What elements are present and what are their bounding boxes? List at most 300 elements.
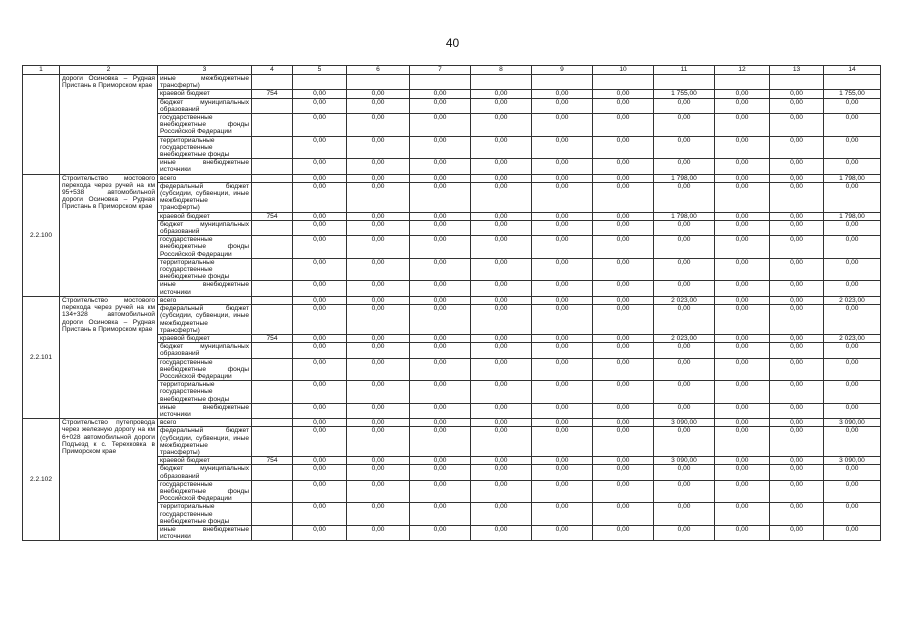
column-number: 11 xyxy=(654,66,715,75)
value-cell: 0,00 xyxy=(770,212,824,220)
budget-code: 754 xyxy=(252,457,293,465)
value-cell: 0,00 xyxy=(293,305,347,335)
value-cell: 0,00 xyxy=(410,296,471,304)
value-cell: 0,00 xyxy=(293,343,347,358)
value-cell: 0,00 xyxy=(824,343,881,358)
value-cell xyxy=(824,75,881,90)
value-cell: 0,00 xyxy=(593,419,654,427)
value-cell: 0,00 xyxy=(715,182,770,212)
value-cell: 0,00 xyxy=(593,525,654,540)
value-cell: 0,00 xyxy=(410,114,471,137)
value-cell: 0,00 xyxy=(293,334,347,342)
column-number: 12 xyxy=(715,66,770,75)
value-cell: 0,00 xyxy=(770,182,824,212)
value-cell: 0,00 xyxy=(593,381,654,404)
funding-source: краевой бюджет xyxy=(158,90,252,98)
value-cell: 0,00 xyxy=(654,525,715,540)
value-cell: 0,00 xyxy=(293,480,347,503)
value-cell xyxy=(532,75,593,90)
value-cell: 0,00 xyxy=(715,212,770,220)
value-cell: 0,00 xyxy=(593,114,654,137)
value-cell: 2 023,00 xyxy=(824,334,881,342)
value-cell: 0,00 xyxy=(347,258,410,281)
value-cell: 0,00 xyxy=(715,236,770,259)
budget-code xyxy=(252,296,293,304)
value-cell: 0,00 xyxy=(532,281,593,296)
value-cell: 0,00 xyxy=(770,174,824,182)
value-cell: 0,00 xyxy=(715,305,770,335)
value-cell: 0,00 xyxy=(347,182,410,212)
budget-code xyxy=(252,525,293,540)
funding-source: территориальные государственные внебюджетные фонды xyxy=(158,258,252,281)
value-cell: 0,00 xyxy=(293,182,347,212)
value-cell: 0,00 xyxy=(410,281,471,296)
value-cell: 0,00 xyxy=(532,90,593,98)
value-cell: 0,00 xyxy=(410,419,471,427)
value-cell: 0,00 xyxy=(293,136,347,159)
budget-code xyxy=(252,220,293,235)
value-cell: 0,00 xyxy=(770,503,824,526)
value-cell: 0,00 xyxy=(654,381,715,404)
value-cell: 0,00 xyxy=(471,305,532,335)
value-cell: 0,00 xyxy=(532,525,593,540)
value-cell: 0,00 xyxy=(410,381,471,404)
value-cell xyxy=(593,75,654,90)
value-cell: 0,00 xyxy=(715,525,770,540)
budget-code xyxy=(252,98,293,113)
value-cell: 0,00 xyxy=(715,136,770,159)
page-number: 40 xyxy=(445,36,460,50)
value-cell: 0,00 xyxy=(347,212,410,220)
value-cell: 0,00 xyxy=(654,114,715,137)
value-cell: 0,00 xyxy=(593,212,654,220)
value-cell: 0,00 xyxy=(347,403,410,418)
value-cell: 0,00 xyxy=(770,480,824,503)
value-cell: 0,00 xyxy=(593,334,654,342)
column-number: 9 xyxy=(532,66,593,75)
budget-code xyxy=(252,236,293,259)
value-cell: 0,00 xyxy=(532,212,593,220)
budget-code xyxy=(252,480,293,503)
value-cell: 0,00 xyxy=(593,296,654,304)
value-cell: 0,00 xyxy=(824,258,881,281)
value-cell: 0,00 xyxy=(593,427,654,457)
budget-code xyxy=(252,358,293,381)
value-cell: 0,00 xyxy=(471,159,532,174)
funding-source: краевой бюджет xyxy=(158,334,252,342)
value-cell: 0,00 xyxy=(347,465,410,480)
value-cell: 0,00 xyxy=(824,403,881,418)
value-cell: 0,00 xyxy=(293,503,347,526)
budget-code xyxy=(252,403,293,418)
column-number: 10 xyxy=(593,66,654,75)
value-cell: 0,00 xyxy=(471,98,532,113)
value-cell: 0,00 xyxy=(471,343,532,358)
value-cell: 0,00 xyxy=(770,403,824,418)
value-cell: 0,00 xyxy=(532,236,593,259)
funding-source: иные внебюджетные источники xyxy=(158,159,252,174)
value-cell: 3 090,00 xyxy=(824,419,881,427)
value-cell: 0,00 xyxy=(471,525,532,540)
value-cell: 0,00 xyxy=(347,503,410,526)
value-cell: 0,00 xyxy=(471,334,532,342)
value-cell: 0,00 xyxy=(770,465,824,480)
value-cell: 2 023,00 xyxy=(654,334,715,342)
column-number: 3 xyxy=(158,66,252,75)
value-cell: 0,00 xyxy=(824,465,881,480)
budget-code xyxy=(252,465,293,480)
value-cell: 0,00 xyxy=(593,343,654,358)
value-cell: 0,00 xyxy=(824,381,881,404)
funding-source: федеральный бюджет (субсидии, субвенции, иные межбюджетные трансферты) xyxy=(158,182,252,212)
value-cell: 0,00 xyxy=(715,258,770,281)
budget-code xyxy=(252,114,293,137)
budget-code xyxy=(252,159,293,174)
value-cell: 0,00 xyxy=(410,136,471,159)
value-cell: 0,00 xyxy=(293,220,347,235)
value-cell: 0,00 xyxy=(715,90,770,98)
value-cell: 0,00 xyxy=(471,403,532,418)
value-cell: 0,00 xyxy=(532,480,593,503)
value-cell: 0,00 xyxy=(654,305,715,335)
value-cell: 0,00 xyxy=(293,281,347,296)
value-cell: 0,00 xyxy=(471,114,532,137)
value-cell: 0,00 xyxy=(824,136,881,159)
value-cell: 0,00 xyxy=(715,457,770,465)
value-cell: 0,00 xyxy=(824,525,881,540)
value-cell: 0,00 xyxy=(293,212,347,220)
value-cell: 0,00 xyxy=(410,98,471,113)
funding-source: всего xyxy=(158,174,252,182)
funding-source: территориальные государственные внебюджетные фонды xyxy=(158,136,252,159)
value-cell: 0,00 xyxy=(593,457,654,465)
value-cell: 0,00 xyxy=(471,258,532,281)
value-cell: 0,00 xyxy=(824,220,881,235)
column-number: 7 xyxy=(410,66,471,75)
value-cell: 0,00 xyxy=(593,182,654,212)
value-cell xyxy=(654,75,715,90)
value-cell: 0,00 xyxy=(654,258,715,281)
value-cell: 0,00 xyxy=(410,503,471,526)
value-cell: 0,00 xyxy=(532,381,593,404)
value-cell xyxy=(293,75,347,90)
value-cell: 0,00 xyxy=(654,281,715,296)
value-cell: 0,00 xyxy=(824,503,881,526)
value-cell: 0,00 xyxy=(770,220,824,235)
value-cell: 0,00 xyxy=(770,343,824,358)
value-cell: 0,00 xyxy=(347,305,410,335)
value-cell: 0,00 xyxy=(410,343,471,358)
value-cell: 0,00 xyxy=(532,220,593,235)
value-cell: 0,00 xyxy=(654,403,715,418)
value-cell xyxy=(347,75,410,90)
value-cell: 0,00 xyxy=(410,305,471,335)
value-cell: 0,00 xyxy=(471,503,532,526)
value-cell: 0,00 xyxy=(593,174,654,182)
value-cell: 0,00 xyxy=(654,465,715,480)
column-number: 4 xyxy=(252,66,293,75)
item-code: 2.2.102 xyxy=(23,419,60,541)
value-cell: 0,00 xyxy=(471,457,532,465)
column-number: 1 xyxy=(23,66,60,75)
value-cell: 0,00 xyxy=(715,465,770,480)
value-cell: 0,00 xyxy=(715,159,770,174)
column-number: 14 xyxy=(824,66,881,75)
value-cell: 3 090,00 xyxy=(654,457,715,465)
value-cell: 0,00 xyxy=(471,358,532,381)
value-cell: 0,00 xyxy=(347,334,410,342)
item-code xyxy=(23,75,60,175)
column-number: 13 xyxy=(770,66,824,75)
item-code: 2.2.101 xyxy=(23,296,60,418)
value-cell: 0,00 xyxy=(532,258,593,281)
value-cell: 0,00 xyxy=(654,427,715,457)
item-description: Строительство мостового перехода через ручей на км 95+538 автомобильной дороги Осиновка – Рудная Пристань в Приморском крае xyxy=(60,174,158,296)
funding-source: государственные внебюджетные фонды Российской Федерации xyxy=(158,236,252,259)
value-cell: 0,00 xyxy=(593,258,654,281)
value-cell: 0,00 xyxy=(410,159,471,174)
value-cell: 0,00 xyxy=(347,427,410,457)
value-cell: 0,00 xyxy=(410,358,471,381)
header-row xyxy=(23,66,881,75)
value-cell: 0,00 xyxy=(410,525,471,540)
value-cell: 0,00 xyxy=(715,220,770,235)
budget-code xyxy=(252,174,293,182)
value-cell: 0,00 xyxy=(410,258,471,281)
funding-source: федеральный бюджет (субсидии, субвенции, иные межбюджетные трансферты) xyxy=(158,305,252,335)
value-cell: 0,00 xyxy=(593,503,654,526)
value-cell: 0,00 xyxy=(293,419,347,427)
value-cell: 0,00 xyxy=(293,159,347,174)
value-cell: 0,00 xyxy=(770,236,824,259)
value-cell: 0,00 xyxy=(471,419,532,427)
value-cell: 0,00 xyxy=(715,358,770,381)
value-cell: 0,00 xyxy=(347,525,410,540)
budget-code xyxy=(252,427,293,457)
value-cell: 0,00 xyxy=(770,98,824,113)
value-cell: 0,00 xyxy=(532,98,593,113)
column-number: 8 xyxy=(471,66,532,75)
value-cell: 0,00 xyxy=(654,236,715,259)
value-cell xyxy=(252,75,293,90)
value-cell: 0,00 xyxy=(654,159,715,174)
funding-source: краевой бюджет xyxy=(158,212,252,220)
value-cell: 0,00 xyxy=(715,343,770,358)
value-cell: 0,00 xyxy=(654,98,715,113)
budget-code xyxy=(252,281,293,296)
value-cell: 0,00 xyxy=(293,358,347,381)
value-cell: 1 798,00 xyxy=(654,212,715,220)
value-cell: 0,00 xyxy=(770,296,824,304)
funding-source: краевой бюджет xyxy=(158,457,252,465)
funding-source: государственные внебюджетные фонды Российской Федерации xyxy=(158,358,252,381)
value-cell: 0,00 xyxy=(410,182,471,212)
value-cell: 2 023,00 xyxy=(824,296,881,304)
value-cell: 0,00 xyxy=(532,427,593,457)
value-cell: 0,00 xyxy=(593,220,654,235)
value-cell: 0,00 xyxy=(471,281,532,296)
value-cell: 0,00 xyxy=(471,465,532,480)
column-number: 5 xyxy=(293,66,347,75)
value-cell: 0,00 xyxy=(293,525,347,540)
funding-source: территориальные государственные внебюджетные фонды xyxy=(158,503,252,526)
value-cell: 0,00 xyxy=(410,174,471,182)
value-cell: 0,00 xyxy=(593,465,654,480)
budget-table xyxy=(22,65,881,541)
value-cell: 0,00 xyxy=(347,159,410,174)
value-cell xyxy=(471,75,532,90)
budget-code xyxy=(252,305,293,335)
funding-source: иные внебюджетные источники xyxy=(158,403,252,418)
value-cell: 0,00 xyxy=(532,296,593,304)
funding-source: всего xyxy=(158,419,252,427)
value-cell: 0,00 xyxy=(347,457,410,465)
value-cell: 0,00 xyxy=(471,136,532,159)
value-cell: 0,00 xyxy=(593,480,654,503)
value-cell: 0,00 xyxy=(824,480,881,503)
value-cell: 0,00 xyxy=(593,136,654,159)
value-cell: 0,00 xyxy=(824,305,881,335)
item-description: Строительство путепровода через железную дорогу на км 6+028 автомобильной дороги Подъезд к с. Терехковка в Приморском крае xyxy=(60,419,158,541)
value-cell: 0,00 xyxy=(824,358,881,381)
value-cell: 0,00 xyxy=(471,212,532,220)
value-cell: 0,00 xyxy=(347,381,410,404)
value-cell: 0,00 xyxy=(770,381,824,404)
value-cell: 3 090,00 xyxy=(824,457,881,465)
value-cell: 0,00 xyxy=(347,419,410,427)
value-cell: 0,00 xyxy=(410,403,471,418)
value-cell: 0,00 xyxy=(347,114,410,137)
value-cell: 0,00 xyxy=(532,343,593,358)
value-cell: 0,00 xyxy=(532,114,593,137)
value-cell: 0,00 xyxy=(654,182,715,212)
funding-source: иные внебюджетные источники xyxy=(158,281,252,296)
value-cell: 0,00 xyxy=(824,236,881,259)
value-cell: 0,00 xyxy=(654,480,715,503)
value-cell: 0,00 xyxy=(471,174,532,182)
funding-source: иные внебюджетные источники xyxy=(158,525,252,540)
value-cell: 0,00 xyxy=(715,503,770,526)
value-cell: 1 755,00 xyxy=(824,90,881,98)
value-cell: 0,00 xyxy=(347,358,410,381)
value-cell: 0,00 xyxy=(532,182,593,212)
table-body xyxy=(23,66,881,541)
value-cell: 0,00 xyxy=(410,236,471,259)
value-cell xyxy=(715,75,770,90)
value-cell: 0,00 xyxy=(347,343,410,358)
value-cell: 0,00 xyxy=(347,136,410,159)
value-cell: 0,00 xyxy=(293,457,347,465)
value-cell: 0,00 xyxy=(410,427,471,457)
funding-source: бюджет муниципальных образований xyxy=(158,343,252,358)
value-cell: 0,00 xyxy=(471,182,532,212)
value-cell: 1 798,00 xyxy=(824,212,881,220)
value-cell: 0,00 xyxy=(770,419,824,427)
value-cell: 0,00 xyxy=(471,90,532,98)
value-cell: 0,00 xyxy=(593,305,654,335)
budget-code xyxy=(252,258,293,281)
value-cell: 0,00 xyxy=(293,174,347,182)
value-cell: 0,00 xyxy=(654,136,715,159)
value-cell: 0,00 xyxy=(715,114,770,137)
value-cell: 0,00 xyxy=(654,358,715,381)
funding-source: государственные внебюджетные фонды Российской Федерации xyxy=(158,480,252,503)
value-cell: 2 023,00 xyxy=(654,296,715,304)
value-cell: 0,00 xyxy=(715,427,770,457)
value-cell: 0,00 xyxy=(715,419,770,427)
value-cell xyxy=(770,75,824,90)
funding-source: государственные внебюджетные фонды Российской Федерации xyxy=(158,114,252,137)
value-cell: 0,00 xyxy=(471,381,532,404)
value-cell: 0,00 xyxy=(593,159,654,174)
value-cell: 1 798,00 xyxy=(654,174,715,182)
value-cell: 0,00 xyxy=(410,90,471,98)
value-cell: 0,00 xyxy=(293,90,347,98)
funding-source: иные межбюджетные трансферты) xyxy=(158,75,252,90)
value-cell: 0,00 xyxy=(824,281,881,296)
value-cell: 0,00 xyxy=(593,281,654,296)
value-cell: 0,00 xyxy=(347,480,410,503)
value-cell: 0,00 xyxy=(654,220,715,235)
value-cell: 0,00 xyxy=(347,90,410,98)
item-description: Строительство мостового перехода через ручей на км 134+328 автомобильной дороги Осиновка – Рудная Пристань в Приморском крае xyxy=(60,296,158,418)
value-cell: 0,00 xyxy=(347,236,410,259)
value-cell xyxy=(410,75,471,90)
value-cell: 0,00 xyxy=(293,427,347,457)
value-cell: 0,00 xyxy=(715,381,770,404)
table-row xyxy=(23,174,881,182)
budget-code xyxy=(252,381,293,404)
value-cell: 0,00 xyxy=(471,236,532,259)
value-cell: 0,00 xyxy=(824,427,881,457)
value-cell: 0,00 xyxy=(293,381,347,404)
funding-source: бюджет муниципальных образований xyxy=(158,465,252,480)
value-cell: 0,00 xyxy=(471,427,532,457)
value-cell: 0,00 xyxy=(715,98,770,113)
budget-code: 754 xyxy=(252,334,293,342)
table-row xyxy=(23,75,881,90)
value-cell: 0,00 xyxy=(471,220,532,235)
value-cell: 0,00 xyxy=(824,182,881,212)
value-cell: 0,00 xyxy=(593,236,654,259)
value-cell: 0,00 xyxy=(471,296,532,304)
value-cell: 0,00 xyxy=(824,159,881,174)
value-cell: 0,00 xyxy=(293,98,347,113)
value-cell: 1 755,00 xyxy=(654,90,715,98)
value-cell: 0,00 xyxy=(715,174,770,182)
value-cell: 0,00 xyxy=(532,305,593,335)
budget-code xyxy=(252,136,293,159)
value-cell: 0,00 xyxy=(770,136,824,159)
value-cell: 0,00 xyxy=(410,220,471,235)
value-cell: 0,00 xyxy=(532,457,593,465)
value-cell: 0,00 xyxy=(715,281,770,296)
budget-code xyxy=(252,503,293,526)
value-cell: 0,00 xyxy=(715,296,770,304)
value-cell: 0,00 xyxy=(532,334,593,342)
table-row xyxy=(23,419,881,427)
value-cell: 0,00 xyxy=(770,305,824,335)
value-cell: 0,00 xyxy=(347,296,410,304)
value-cell: 0,00 xyxy=(715,403,770,418)
value-cell: 0,00 xyxy=(410,465,471,480)
value-cell: 0,00 xyxy=(532,465,593,480)
value-cell: 3 090,00 xyxy=(654,419,715,427)
value-cell: 0,00 xyxy=(593,90,654,98)
value-cell: 1 798,00 xyxy=(824,174,881,182)
value-cell: 0,00 xyxy=(293,236,347,259)
value-cell: 0,00 xyxy=(770,281,824,296)
